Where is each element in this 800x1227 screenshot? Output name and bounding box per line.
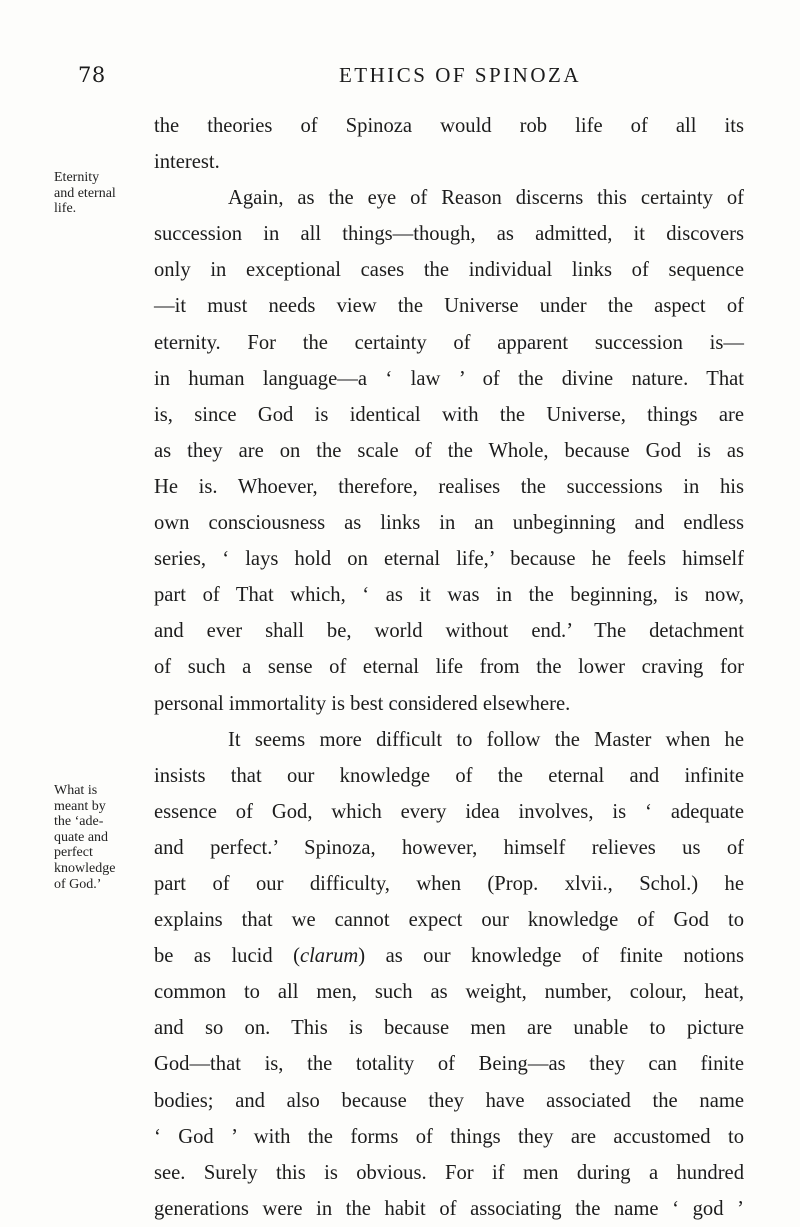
margin-note-line: meant by xyxy=(54,798,106,814)
text-fragment: ) as our knowledge of finite notions xyxy=(358,945,744,968)
body-text xyxy=(154,108,744,1227)
text-line: is, since God is identical with the Universe, things are xyxy=(154,403,744,426)
text-line: as they are on the scale of the Whole, because God is as xyxy=(154,439,744,462)
text-line: eternity. For the certainty of apparent succession is— xyxy=(154,331,744,354)
text-line: and perfect.’ Spinoza, however, himself relieves us of xyxy=(154,836,744,859)
margin-note-line: What is xyxy=(54,783,98,798)
text-line: explains that we cannot expect our knowledge of God to xyxy=(154,909,744,932)
text-line: part of our difficulty, when (Prop. xlvii., Schol.) he xyxy=(154,872,744,895)
page-number: 78 xyxy=(78,63,106,87)
text-line: the theories of Spinoza would rob life of all its xyxy=(154,115,744,137)
margin-note-line: Eternity xyxy=(54,170,100,185)
text-line: part of That which, ‘ as it was in the beginning, is now, xyxy=(154,584,744,607)
text-line: essence of God, which every idea involves, is ‘ adequate xyxy=(154,800,744,823)
text-line: —it must needs view the Universe under the aspect of xyxy=(154,295,744,318)
margin-note-line: perfect xyxy=(54,845,93,861)
text-line: of such a sense of eternal life from the lower craving for xyxy=(154,656,744,679)
text-fragment: be as lucid ( xyxy=(154,945,300,968)
latin-term: clarum xyxy=(299,945,359,968)
margin-note-line: and eternal xyxy=(54,185,116,201)
text-line: series, ‘ lays hold on eternal life,’ because he feels himself xyxy=(154,548,744,571)
text-line: insists that our knowledge of the eternal and infinite xyxy=(154,764,744,787)
text-line: and ever shall be, world without end.’ The detachment xyxy=(154,620,744,643)
text-line: He is. Whoever, therefore, realises the successions in his xyxy=(154,475,744,498)
running-title: ETHICS OF SPINOZA xyxy=(338,63,582,87)
margin-note-line: the ‘ade- xyxy=(54,814,104,830)
text-line: succession in all things—though, as admitted, it discovers xyxy=(154,223,744,246)
text-line: ‘ God ’ with the forms of things they are accustomed to xyxy=(154,1125,744,1148)
text-line: personal immortality is best considered elsewhere. xyxy=(154,692,571,715)
text-line: interest. xyxy=(154,151,220,174)
text-line xyxy=(154,938,744,974)
text-line: generations were in the habit of associating the name ‘ god ’ xyxy=(154,1197,744,1220)
text-line: only in exceptional cases the individual links of sequence xyxy=(154,259,744,282)
text-line: bodies; and also because they have associated the name xyxy=(154,1089,744,1112)
margin-note-line: of God.’ xyxy=(54,876,102,892)
text-line: God—that is, the totality of Being—as they can finite xyxy=(154,1053,744,1076)
margin-note-eternity xyxy=(54,170,148,217)
text-line: in human language—a ‘ law ’ of the divine nature. That xyxy=(154,367,744,390)
text-line: It seems more difficult to follow the Master when he xyxy=(228,728,744,751)
margin-note-line: quate and xyxy=(54,829,109,845)
text-line: see. Surely this is obvious. For if men during a hundred xyxy=(154,1161,744,1184)
margin-note-line: life. xyxy=(54,201,77,217)
margin-note-line: knowledge xyxy=(54,860,116,876)
text-line: own consciousness as links in an unbeginning and endless xyxy=(154,512,744,535)
margin-note-adequate-knowledge xyxy=(54,783,148,892)
text-line: and so on. This is because men are unable to picture xyxy=(154,1017,744,1040)
text-line: common to all men, such as weight, number, colour, heat, xyxy=(154,981,744,1004)
text-line: Again, as the eye of Reason discerns this certainty of xyxy=(228,187,744,210)
